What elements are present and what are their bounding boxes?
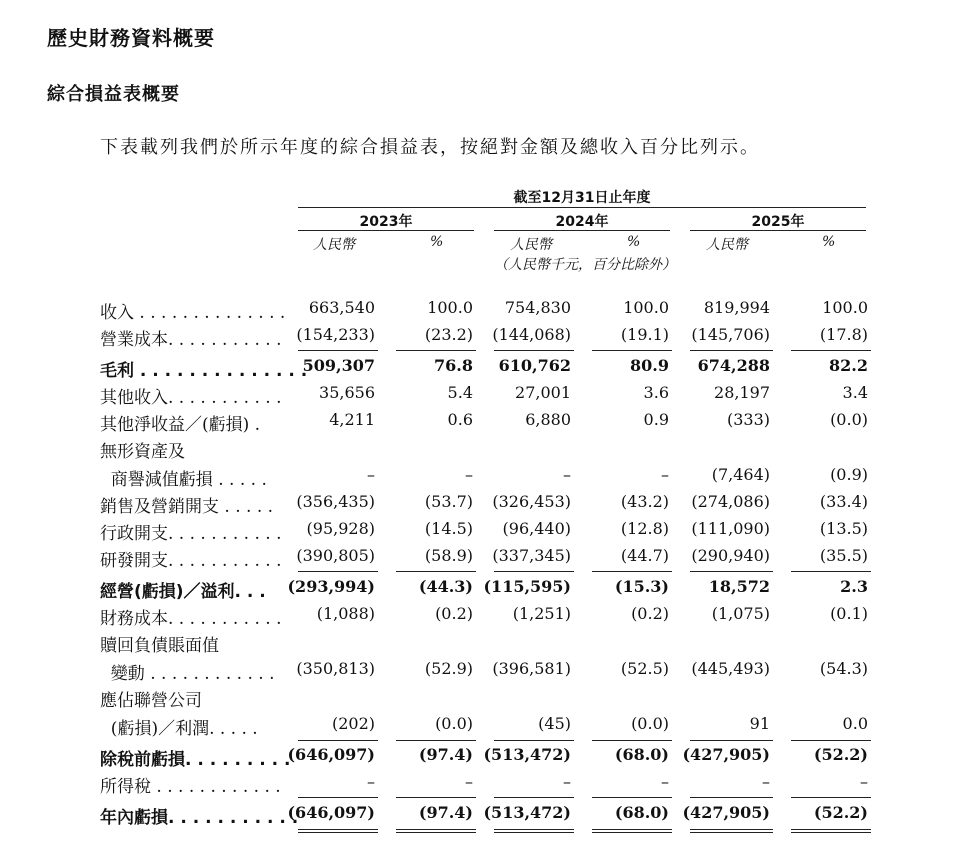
cell-amount-2023: 35,656: [319, 383, 375, 402]
cell-pct-2023: (44.3): [418, 577, 473, 596]
subtotal-rule: [791, 740, 871, 741]
cell-amount-2023: –: [367, 465, 375, 484]
cell-amount-2025: (274,086): [691, 492, 770, 511]
subtotal-rule: [690, 571, 773, 572]
year-rule-2023: [298, 230, 474, 231]
cell-amount-2025: (427,905): [682, 803, 770, 822]
cell-amount-2025: 18,572: [708, 577, 770, 596]
cell-pct-2025: (33.4): [819, 492, 868, 511]
table-row: [0, 437, 960, 464]
cell-pct-2025: (0.1): [830, 604, 868, 623]
cell-pct-2023: 5.4: [447, 383, 473, 402]
total-double-rule: [298, 829, 378, 833]
row-label: 變動 . . . . . . . . . . . .: [100, 664, 275, 684]
cell-pct-2024: (19.1): [620, 325, 669, 344]
cell-amount-2024: (45): [538, 714, 571, 733]
table-row: [0, 465, 960, 492]
row-label: 財務成本. . . . . . . . . . .: [100, 609, 282, 629]
subtotal-rule: [592, 350, 672, 351]
total-double-rule: [494, 829, 574, 833]
table-row: [0, 772, 960, 799]
cell-amount-2024: (513,472): [483, 803, 571, 822]
cell-pct-2025: (0.9): [830, 465, 868, 484]
cell-amount-2025: 28,197: [714, 383, 770, 402]
cell-amount-2024: 610,762: [498, 356, 571, 375]
year-header-2023: 2023年: [359, 214, 413, 230]
year-header-2024: 2024年: [555, 214, 609, 230]
year-rule-2025: [690, 230, 866, 231]
cell-pct-2023: 76.8: [434, 356, 473, 375]
row-label: 其他收入. . . . . . . . . . .: [100, 388, 282, 408]
subtotal-rule: [396, 740, 476, 741]
section-subheading: 綜合損益表概要: [47, 84, 180, 105]
cell-amount-2023: –: [367, 772, 375, 791]
cell-amount-2024: (326,453): [492, 492, 571, 511]
cell-amount-2025: 819,994: [703, 298, 770, 317]
unit-note: （人民幣千元，百分比除外）: [494, 257, 676, 273]
subtotal-rule: [494, 740, 574, 741]
cell-pct-2025: 100.0: [822, 298, 868, 317]
row-label: 營業成本. . . . . . . . . . .: [100, 330, 282, 350]
subtotal-rule: [494, 571, 574, 572]
cell-amount-2025: (333): [726, 410, 770, 429]
cell-pct-2025: (17.8): [819, 325, 868, 344]
table-row: [0, 686, 960, 713]
cell-amount-2023: 663,540: [308, 298, 375, 317]
subtotal-rule: [791, 797, 871, 798]
subtotal-rule: [396, 350, 476, 351]
table-row: [0, 714, 960, 741]
row-label: 銷售及營銷開支 . . . . .: [100, 497, 274, 517]
cell-amount-2024: 754,830: [504, 298, 571, 317]
cell-pct-2025: (52.2): [813, 803, 868, 822]
cell-amount-2024: (115,595): [483, 577, 571, 596]
subtotal-rule: [396, 571, 476, 572]
row-label: 其他淨收益／(虧損) .: [100, 415, 261, 435]
subtotal-rule: [690, 350, 773, 351]
cell-pct-2023: (53.7): [424, 492, 473, 511]
table-row: [0, 492, 960, 519]
row-label: 除稅前虧損. . . . . . . . .: [100, 750, 291, 770]
row-label: 收入 . . . . . . . . . . . . . .: [100, 303, 286, 323]
section-heading: 歷史財務資料概要: [47, 26, 215, 50]
cell-pct-2024: (68.0): [614, 803, 669, 822]
subtotal-rule: [592, 571, 672, 572]
cell-amount-2024: (1,251): [512, 604, 571, 623]
cell-pct-2024: –: [661, 465, 669, 484]
cell-amount-2023: (646,097): [287, 745, 375, 764]
table-row: [0, 659, 960, 686]
cell-amount-2025: –: [762, 772, 770, 791]
cell-pct-2024: (68.0): [614, 745, 669, 764]
cell-pct-2023: (0.0): [435, 714, 473, 733]
cell-pct-2025: (0.0): [830, 410, 868, 429]
table-row: [0, 356, 960, 383]
cell-pct-2025: 0.0: [842, 714, 868, 733]
cell-amount-2023: 509,307: [302, 356, 375, 375]
cell-pct-2024: (12.8): [620, 519, 669, 538]
cell-pct-2025: 2.3: [840, 577, 868, 596]
cell-amount-2023: (390,805): [296, 546, 375, 565]
subtotal-rule: [396, 797, 476, 798]
cell-amount-2025: (111,090): [691, 519, 770, 538]
cell-amount-2025: (290,940): [691, 546, 770, 565]
total-double-rule: [396, 829, 476, 833]
subtotal-rule: [690, 740, 773, 741]
subtotal-rule: [298, 571, 378, 572]
cell-pct-2024: (0.0): [631, 714, 669, 733]
total-double-rule: [690, 829, 773, 833]
subtotal-rule: [494, 797, 574, 798]
row-label: 經營(虧損)／溢利. . .: [100, 582, 266, 602]
row-label: 行政開支. . . . . . . . . . .: [100, 524, 282, 544]
table-row: [0, 298, 960, 325]
cell-amount-2024: –: [563, 772, 571, 791]
cell-amount-2025: (1,075): [711, 604, 770, 623]
cell-pct-2024: 80.9: [630, 356, 669, 375]
cell-amount-2023: (356,435): [296, 492, 375, 511]
subtotal-rule: [298, 350, 378, 351]
cell-pct-2024: 100.0: [623, 298, 669, 317]
cell-amount-2023: (154,233): [296, 325, 375, 344]
cell-pct-2024: 0.9: [643, 410, 669, 429]
cell-pct-2023: (14.5): [424, 519, 473, 538]
unit-amount-2025: 人民幣: [706, 237, 748, 253]
year-header-2025: 2025年: [751, 214, 805, 230]
intro-paragraph: 下表載列我們於所示年度的綜合損益表，按絕對金額及總收入百分比列示。: [100, 137, 760, 158]
cell-amount-2023: (646,097): [287, 803, 375, 822]
cell-amount-2024: 6,880: [525, 410, 571, 429]
cell-pct-2025: 3.4: [842, 383, 868, 402]
cell-amount-2024: (144,068): [492, 325, 571, 344]
cell-amount-2025: (145,706): [691, 325, 770, 344]
row-label: 贖回負債賬面值: [100, 636, 219, 656]
period-header: 截至12月31日止年度: [513, 190, 651, 206]
row-label: 研發開支. . . . . . . . . . .: [100, 551, 282, 571]
row-label: 所得稅 . . . . . . . . . . . .: [100, 777, 281, 797]
cell-amount-2023: (1,088): [316, 604, 375, 623]
cell-amount-2025: 674,288: [697, 356, 770, 375]
cell-pct-2023: (52.9): [424, 659, 473, 678]
cell-pct-2024: –: [661, 772, 669, 791]
cell-amount-2024: (337,345): [492, 546, 571, 565]
table-row: [0, 577, 960, 604]
table-row: [0, 546, 960, 573]
cell-amount-2023: (95,928): [306, 519, 375, 538]
cell-amount-2025: (445,493): [691, 659, 770, 678]
period-header-rule: [298, 207, 866, 208]
table-row: [0, 519, 960, 546]
cell-amount-2025: (7,464): [711, 465, 770, 484]
cell-pct-2023: (23.2): [424, 325, 473, 344]
cell-amount-2023: (293,994): [287, 577, 375, 596]
cell-pct-2023: –: [465, 772, 473, 791]
table-row: [0, 745, 960, 772]
cell-pct-2023: (58.9): [424, 546, 473, 565]
total-double-rule: [592, 829, 672, 833]
cell-amount-2025: 91: [749, 714, 770, 733]
table-row: [0, 803, 960, 830]
cell-amount-2024: (96,440): [502, 519, 571, 538]
cell-pct-2023: 0.6: [447, 410, 473, 429]
cell-amount-2024: –: [563, 465, 571, 484]
cell-pct-2025: (35.5): [819, 546, 868, 565]
cell-pct-2024: 3.6: [643, 383, 669, 402]
cell-pct-2025: –: [860, 772, 868, 791]
cell-pct-2024: (52.5): [620, 659, 669, 678]
cell-pct-2025: (54.3): [819, 659, 868, 678]
table-row: [0, 410, 960, 437]
cell-pct-2023: 100.0: [427, 298, 473, 317]
cell-pct-2024: (43.2): [620, 492, 669, 511]
year-rule-2024: [494, 230, 670, 231]
row-label: 毛利 . . . . . . . . . . . . . .: [100, 361, 308, 381]
row-label: 無形資產及: [100, 442, 185, 462]
cell-amount-2024: (396,581): [492, 659, 571, 678]
cell-pct-2024: (0.2): [631, 604, 669, 623]
unit-pct-2024: %: [627, 234, 641, 250]
cell-amount-2024: (513,472): [483, 745, 571, 764]
cell-amount-2025: (427,905): [682, 745, 770, 764]
unit-pct-2023: %: [430, 234, 444, 250]
cell-pct-2023: –: [465, 465, 473, 484]
table-row: [0, 604, 960, 631]
unit-amount-2024: 人民幣: [510, 237, 552, 253]
subtotal-rule: [592, 797, 672, 798]
row-label: 商譽減值虧損 . . . . .: [100, 470, 267, 490]
row-label: (虧損)／利潤. . . . .: [100, 719, 258, 739]
cell-amount-2023: 4,211: [329, 410, 375, 429]
cell-pct-2024: (15.3): [614, 577, 669, 596]
cell-amount-2024: 27,001: [515, 383, 571, 402]
row-label: 年內虧損. . . . . . . . . . .: [100, 808, 299, 828]
cell-amount-2023: (202): [331, 714, 375, 733]
cell-pct-2025: 82.2: [829, 356, 868, 375]
subtotal-rule: [592, 740, 672, 741]
cell-pct-2025: (13.5): [819, 519, 868, 538]
subtotal-rule: [791, 350, 871, 351]
table-row: [0, 631, 960, 658]
total-double-rule: [791, 829, 871, 833]
cell-pct-2023: (0.2): [435, 604, 473, 623]
cell-pct-2023: (97.4): [418, 745, 473, 764]
cell-pct-2023: (97.4): [418, 803, 473, 822]
subtotal-rule: [298, 797, 378, 798]
subtotal-rule: [791, 571, 871, 572]
cell-pct-2025: (52.2): [813, 745, 868, 764]
table-row: [0, 383, 960, 410]
row-label: 應佔聯營公司: [100, 691, 202, 711]
cell-pct-2024: (44.7): [620, 546, 669, 565]
cell-amount-2023: (350,813): [296, 659, 375, 678]
unit-pct-2025: %: [822, 234, 836, 250]
subtotal-rule: [690, 797, 773, 798]
subtotal-rule: [298, 740, 378, 741]
unit-amount-2023: 人民幣: [313, 237, 355, 253]
table-row: [0, 325, 960, 352]
subtotal-rule: [494, 350, 574, 351]
